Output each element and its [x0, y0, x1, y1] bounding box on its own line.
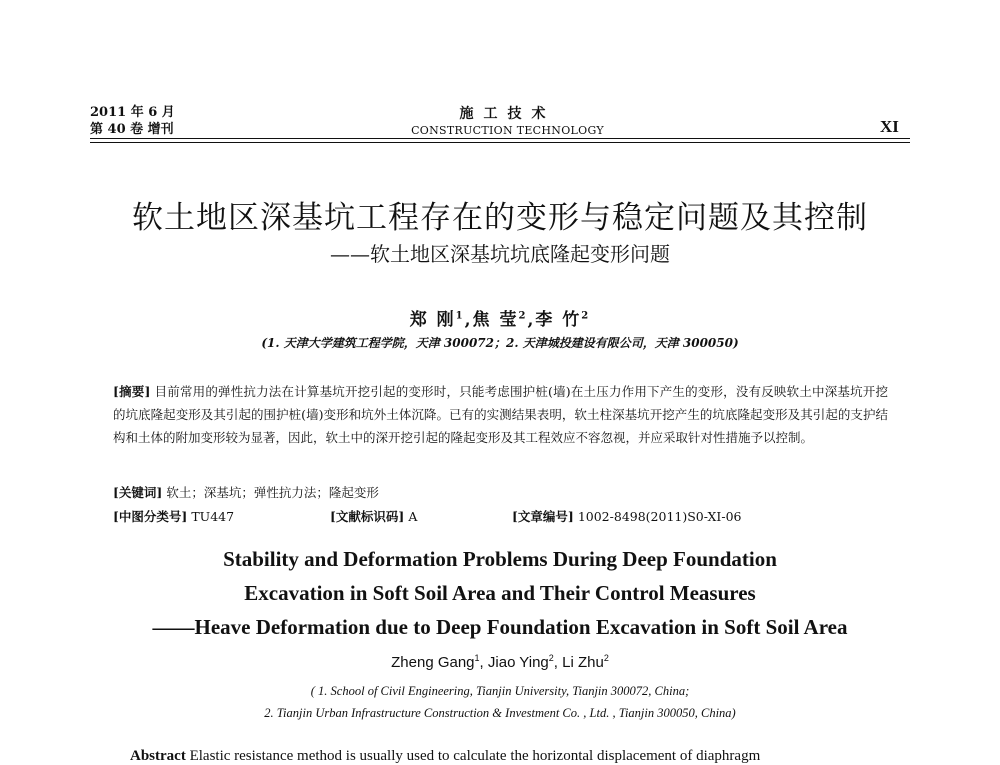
abstract-cn-text: 目前常用的弹性抗力法在计算基坑开挖引起的变形时，只能考虑围护桩(墙)在土压力作用下产生的变形，没有反映软土中深基坑开挖的坑底隆起变形及其引起的围护桩(墙)变形和坑外土体沉降。已有的实测结果表明，软土柱深基坑开挖产生的坑底隆起变形及其引起的支护结构和土体的附加变形较为显著，因此，软土中的深开挖引起的隆起变形及其工程效应不容忽视，并应采取针对性措施予以控制。: [113, 384, 888, 445]
author-en-sup: 2: [603, 653, 609, 663]
journal-name: [380, 103, 635, 137]
issue-volume: 第 40 卷 增刊: [90, 122, 174, 137]
subtitle-cn: ——软土地区深基坑坑底隆起变形问题: [330, 242, 670, 266]
author-cn-sup: 2: [581, 310, 591, 322]
affiliation-en-line2: 2. Tianjin Urban Infrastructure Construction & Investment Co. , Ltd. , Tianjin 300050, China): [264, 706, 736, 720]
doc-code-value: A: [408, 509, 418, 524]
author-cn-sup: 2: [518, 310, 528, 322]
author-separator: ,: [553, 654, 563, 671]
article-no-value: 1002-8498(2011)S0-XI-06: [577, 509, 742, 524]
author-cn-sup: 1: [455, 310, 465, 322]
author-separator: ,: [479, 654, 488, 671]
title-en: [0, 542, 1000, 644]
classification-value: TU447: [191, 509, 235, 524]
header-rule-thin: [90, 142, 910, 143]
author-en-sup: 1: [474, 653, 480, 663]
author-en: Zheng Gang: [391, 654, 475, 671]
header-rule: [90, 138, 910, 139]
article-no-label: [文章编号]: [512, 509, 574, 524]
abstract-en: [130, 748, 910, 765]
affiliation-cn: (1. 天津大学建筑工程学院，天津 300072；2. 天津城投建设有限公司，天津 300050): [261, 336, 739, 350]
author-cn: 李 竹: [535, 310, 582, 330]
authors-cn: [0, 305, 1000, 330]
author-en: Jiao Ying: [487, 654, 549, 671]
author-separator: ,: [527, 310, 536, 330]
abstract-en-label: Abstract: [130, 748, 186, 764]
keywords-text: 软土；深基坑；弹性抗力法；隆起变形: [166, 485, 379, 500]
abstract-cn-label: [摘要]: [113, 384, 151, 399]
classification-label: [中图分类号]: [113, 509, 188, 524]
issue-date: 2011 年 6 月: [90, 105, 175, 120]
keywords-cn: [113, 483, 379, 501]
title-en-line: Excavation in Soft Soil Area and Their Control Measures: [244, 581, 756, 605]
affiliation-en-line1: ( 1. School of Civil Engineering, Tianjin University, Tianjin 300072, China;: [310, 684, 690, 698]
author-separator: ,: [464, 310, 473, 330]
authors-en: [0, 653, 1000, 671]
title-en-line: Stability and Deformation Problems During Deep Foundation: [223, 547, 777, 571]
journal-name-en: CONSTRUCTION TECHNOLOGY: [411, 124, 604, 137]
doc-code-label: [文献标识码]: [330, 509, 405, 524]
classification-number: [113, 507, 234, 525]
author-en: Li Zhu: [562, 654, 604, 671]
author-cn: 焦 莹: [472, 310, 519, 330]
author-en-sup: 2: [548, 653, 554, 663]
title-cn: 软土地区深基坑工程存在的变形与稳定问题及其控制: [132, 200, 868, 236]
journal-issue-info: [90, 104, 175, 138]
keywords-label: [关键词]: [113, 485, 163, 500]
author-cn: 郑 刚: [409, 310, 456, 330]
document-code: [330, 507, 417, 525]
abstract-cn: [113, 380, 888, 449]
page-number: XI: [880, 117, 899, 136]
abstract-en-text: Elastic resistance method is usually used to calculate the horizontal displacement of diaphragm: [189, 748, 761, 764]
journal-name-cn: 施工技术: [459, 106, 556, 122]
article-number: [512, 507, 742, 525]
subtitle-en: ——Heave Deformation due to Deep Foundation Excavation in Soft Soil Area: [152, 615, 848, 639]
